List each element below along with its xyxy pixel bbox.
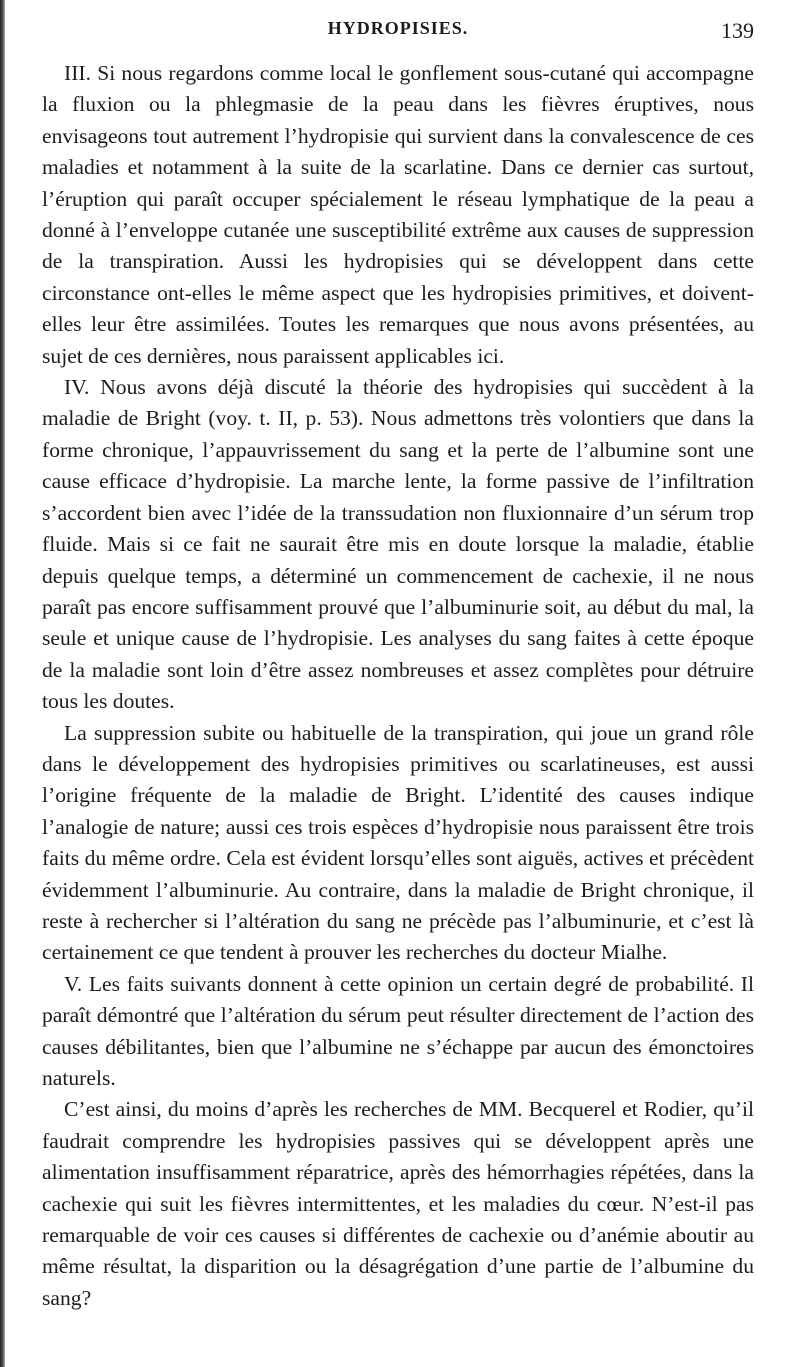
running-title: HYDROPISIES. bbox=[327, 18, 469, 38]
paragraph-iv: IV. Nous avons déjà discuté la théorie des hydropisies qui succèdent à la maladie de Bright (voy. t. II, p. 53). Nous admettons très volontiers que dans la forme chronique, l’appauvrissement du sang et la perte de l’albumine sont une cause efficace d’hydropisie. La marche lente, la forme passive de l’infiltration s’accordent bien avec l’idée de la transsudation non fluxionnaire d’un sérum trop fluide. Mais si ce fait ne saurait être mis en doute lorsque la maladie, établie depuis quelque temps, a déterminé un commencement de cachexie, il ne nous paraît pas encore suffisamment prouvé que l’albuminurie soit, au début du mal, la seule et unique cause de l’hydropisie. Les analyses du sang faites à cette époque de la maladie sont loin d’être assez nombreuses et assez complètes pour détruire tous les doutes. bbox=[42, 375, 754, 714]
book-page bbox=[42, 18, 754, 1314]
page-number: 139 bbox=[721, 18, 754, 43]
paragraph-becquerel: C’est ainsi, du moins d’après les recherches de MM. Becquerel et Rodier, qu’il faudrait comprendre les hydropisies passives qui se développent après une alimentation insuffisamment réparatrice, après des hémorrhagies répétées, dans la cachexie qui suit les fièvres intermittentes, et les maladies du cœur. N’est-il pas remarquable de voir ces causes si différentes de cachexie ou d’anémie aboutir au même résultat, la disparition ou la désagrégation d’une partie de l’albumine du sang? bbox=[42, 1097, 754, 1310]
paragraph-v: V. Les faits suivants donnent à cette opinion un certain degré de probabilité. Il paraît démontré que l’altération du sérum peut résulter directement de l’action des causes débilitantes, bien que l’albumine ne s’échappe par aucun des émonctoires naturels. bbox=[42, 971, 754, 1090]
paragraph-iii: III. Si nous regardons comme local le gonflement sous-cutané qui accompagne la fluxion ou la phlegmasie de la peau dans les fièvres éruptives, nous envisageons tout autrement l’hydropisie qui survient dans la convalescence de ces maladies et notamment à la suite de la scarlatine. Dans ce dernier cas surtout, l’éruption qui paraît occuper spécialement le réseau lymphatique de la peau a donné à l’enveloppe cutanée une susceptibilité extrême aux causes de suppression de la transpiration. Aussi les hydropisies qui se développent dans cette circonstance ont-elles le même aspect que les hydropisies primitives, et doivent-elles leur être assimilées. Toutes les remarques que nous avons présentées, au sujet de ces dernières, nous paraissent applicables ici. bbox=[42, 61, 754, 368]
running-header bbox=[42, 18, 754, 58]
paragraph-suppression: La suppression subite ou habituelle de la transpiration, qui joue un grand rôle dans le développement des hydropisies primitives ou scarlatineuses, est aussi l’origine fréquente de la maladie de Bright. L’identité des causes indique l’analogie de nature; aussi ces trois espèces d’hydropisie nous paraissent être trois faits du même ordre. Cela est évident lorsqu’elles sont aiguës, actives et précèdent évidemment l’albuminurie. Au contraire, dans la maladie de Bright chronique, il reste à rechercher si l’altération du sang ne précède pas l’albuminurie, et c’est là certainement ce que tendent à prouver les recherches du docteur Mialhe. bbox=[42, 720, 754, 965]
page-binding-edge bbox=[0, 0, 5, 1367]
